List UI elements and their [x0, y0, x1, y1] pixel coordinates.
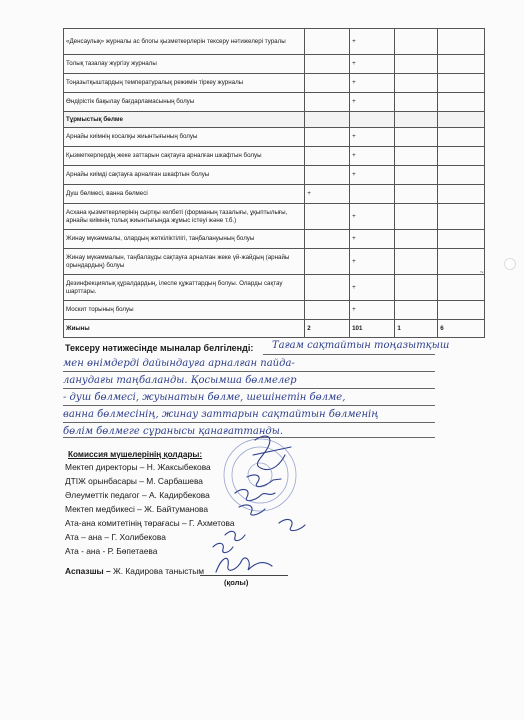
row-mark-c3: 1: [395, 320, 438, 338]
row-mark-c2: +: [350, 204, 395, 230]
row-label: Арнайы киімді сақтауға арналған шкафтын болуы: [64, 166, 305, 185]
row-mark-c4: [438, 249, 485, 275]
row-mark-c2: +: [350, 301, 395, 320]
row-mark-c2: +: [350, 93, 395, 112]
row-mark-c2: 101: [350, 320, 395, 338]
row-label: Арнайы киімнің косалқы жиынтығының болуы: [64, 128, 305, 147]
row-mark-c1: [305, 147, 350, 166]
total-row: [64, 320, 485, 338]
table-row: [64, 93, 485, 112]
row-mark-c1: [305, 166, 350, 185]
row-mark-c4: [438, 185, 485, 204]
row-mark-c3: [395, 112, 438, 128]
review-label: Тексеру нәтижесінде мыналар белгіленді:: [65, 343, 254, 353]
cook-role: Аспазшы –: [65, 566, 111, 576]
row-mark-c3: [395, 185, 438, 204]
row-label: Жиыны: [64, 320, 305, 338]
member-social-pedagogue: Әлеуметтік педагог – А. Кадирбекова: [65, 490, 210, 500]
row-mark-c3: [395, 249, 438, 275]
cook-name: Ж. Кадирова: [113, 566, 163, 576]
row-mark-c1: [305, 74, 350, 93]
row-mark-c4: [438, 204, 485, 230]
underline-4: [63, 405, 435, 406]
section-row: [64, 112, 485, 128]
row-mark-c1: [305, 55, 350, 74]
cook-acknowledged: таныстым: [165, 566, 205, 576]
row-label: Душ бөлмесі, ванна бөлмесі: [64, 185, 305, 204]
row-mark-c1: [305, 230, 350, 249]
handwriting-line-6: бөлім бөлмеге сұранысы қанағаттанды.: [63, 426, 284, 437]
row-mark-c2: +: [350, 249, 395, 275]
member-nurse: Мектеп медбикесі – Ж. Байтуманова: [65, 504, 209, 514]
row-mark-c1: [305, 301, 350, 320]
member-deputy: ДТІЖ орынбасары – М. Сарбашева: [65, 476, 203, 486]
row-mark-c4: [438, 93, 485, 112]
row-mark-c1: 2: [305, 320, 350, 338]
row-mark-c1: [305, 249, 350, 275]
row-mark-c4: [438, 275, 485, 301]
row-mark-c1: [305, 275, 350, 301]
row-mark-c2: [350, 185, 395, 204]
member-parent-2: Ата - ана - Р. Бөпетаева: [65, 546, 158, 556]
row-mark-c3: [395, 74, 438, 93]
signatures-and-seal-image: [195, 425, 315, 565]
handwriting-line-3: ланудағы таңбаланды. Қосымша бөлмелер: [63, 375, 297, 386]
row-mark-c4: [438, 128, 485, 147]
table-row: [64, 166, 485, 185]
row-mark-c3: [395, 93, 438, 112]
row-label: Тұрмыстық бөлме: [64, 112, 305, 128]
row-mark-c4: [438, 112, 485, 128]
row-mark-c4: [438, 230, 485, 249]
row-mark-c1: [305, 29, 350, 55]
table-row: [64, 275, 485, 301]
row-mark-c2: +: [350, 55, 395, 74]
table-row: [64, 230, 485, 249]
handwriting-line-2: мен өнімдерді дайындауға арналған пайда-: [63, 358, 295, 369]
row-label: Дезинфекциялық құралдардың, ілеспе құжаттардың болуы. Оларды сақтау шарттары.: [64, 275, 305, 301]
row-mark-c1: [305, 204, 350, 230]
row-mark-c3: [395, 230, 438, 249]
row-label: Тоңазытқыштардың температуралық режимін тіркеу журналы: [64, 74, 305, 93]
underline-3: [63, 388, 435, 389]
row-mark-c3: [395, 147, 438, 166]
table-row: [64, 185, 485, 204]
row-label: Өндірістік бақылау бағдарламасының болуы: [64, 93, 305, 112]
handwriting-line-5: ванна бөлмесінің, жинау заттарын сақтайтын бөлменің: [63, 409, 379, 420]
row-mark-c4: [438, 147, 485, 166]
signature-caption: (қолы): [224, 578, 249, 587]
row-label: «Денсаулық» журналы ас блогы қызметкерлерін тексеру нәтижелері туралы: [64, 29, 305, 55]
margin-mark: ~: [480, 270, 484, 276]
cook-line: [65, 566, 204, 576]
row-label: Асхана қызметкерлерінің сыртқы келбеті (форманың тазалығы, ұқыптылығы, арнайы киімнің толық жиынтығында жұмыс істеуі және т.б.): [64, 204, 305, 230]
underline-5: [63, 422, 435, 423]
row-mark-c3: [395, 204, 438, 230]
underline-1: [263, 354, 435, 355]
table-row: [64, 249, 485, 275]
row-mark-c1: [305, 93, 350, 112]
commission-title: Комиссия мүшелерінің қолдары:: [68, 450, 203, 459]
row-label: Толық тазалау жүргізу журналы: [64, 55, 305, 74]
row-mark-c1: [305, 128, 350, 147]
table-row: [64, 74, 485, 93]
row-label: Жинау мүкәммалы, олардың жеткіліктілігі, таңбалануының болуы: [64, 230, 305, 249]
cook-signature-image: [212, 552, 282, 578]
row-mark-c2: +: [350, 230, 395, 249]
table-row: [64, 29, 485, 55]
handwriting-line-4: - душ бөлмесі, жуынатын бөлме, шешінетін бөлме,: [63, 392, 346, 403]
row-mark-c3: [395, 128, 438, 147]
member-parent-1: Ата – ана – Г. Холибекова: [65, 532, 166, 542]
row-mark-c3: [395, 301, 438, 320]
row-mark-c1: +: [305, 185, 350, 204]
row-mark-c4: [438, 166, 485, 185]
row-mark-c3: [395, 29, 438, 55]
row-mark-c2: +: [350, 275, 395, 301]
row-mark-c2: +: [350, 29, 395, 55]
inspection-table: [63, 28, 485, 338]
row-mark-c3: [395, 275, 438, 301]
row-mark-c2: +: [350, 74, 395, 93]
punch-hole: [504, 258, 516, 270]
table-row: [64, 55, 485, 74]
member-director: Мектеп директоры – Н. Жаксыбекова: [65, 462, 211, 472]
row-mark-c3: [395, 166, 438, 185]
underline-2: [63, 371, 435, 372]
row-label: Жинау мүкәммалын, таңбалауды сақтауға арналған жеке үй-жайдың (арнайы орындардың) болуы: [64, 249, 305, 275]
table-row: [64, 301, 485, 320]
row-label: Москит торының болуы: [64, 301, 305, 320]
row-mark-c4: [438, 74, 485, 93]
row-mark-c4: 6: [438, 320, 485, 338]
row-mark-c2: [350, 112, 395, 128]
row-label: Қызметкерлердің жеке заттарын сақтауға арналған шкафтын болуы: [64, 147, 305, 166]
handwriting-line-1: Тағам сақтайтын тоңазытқыш: [272, 340, 450, 351]
table-row: [64, 128, 485, 147]
row-mark-c4: [438, 301, 485, 320]
row-mark-c3: [395, 55, 438, 74]
table-row: [64, 147, 485, 166]
row-mark-c2: +: [350, 128, 395, 147]
row-mark-c2: +: [350, 166, 395, 185]
row-mark-c4: [438, 55, 485, 74]
row-mark-c1: [305, 112, 350, 128]
row-mark-c2: +: [350, 147, 395, 166]
member-parent-chair: Ата-ана комитетінің төрағасы – Г. Ахметова: [65, 518, 235, 528]
row-mark-c4: [438, 29, 485, 55]
table-row: [64, 204, 485, 230]
